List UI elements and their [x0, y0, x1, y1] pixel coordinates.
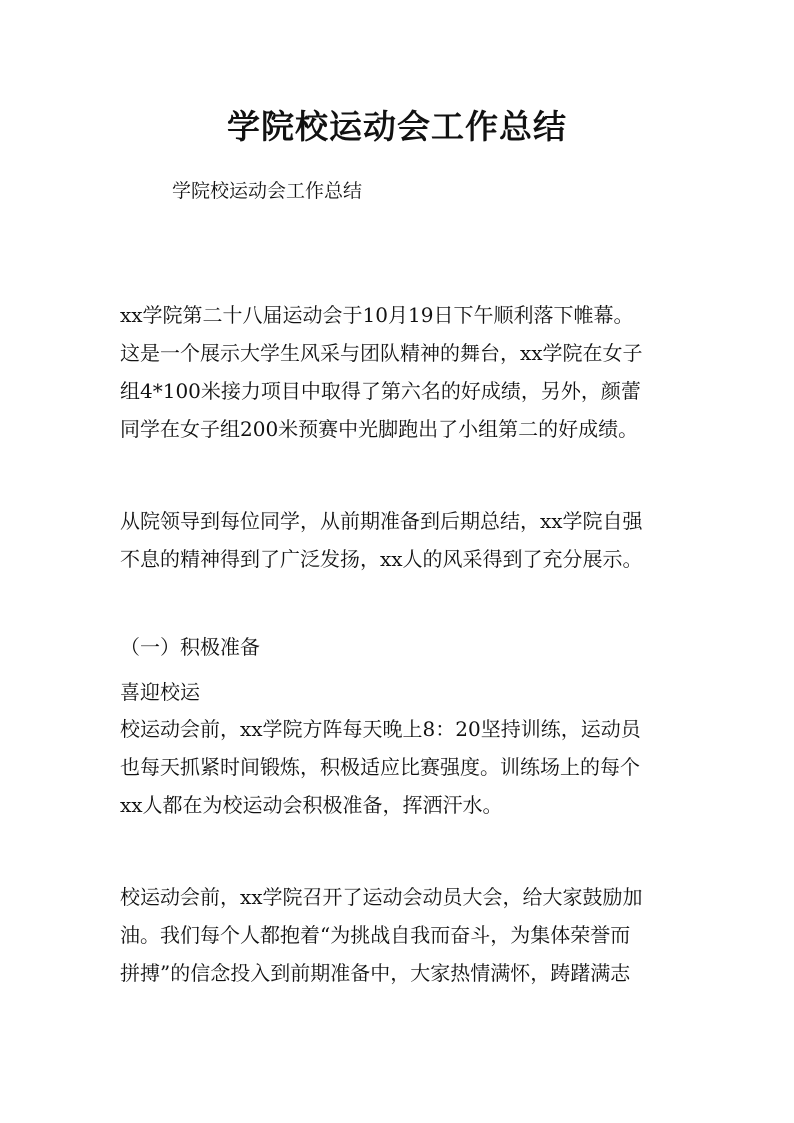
paragraph-line: 同学在女子组200米预赛中光脚跑出了小组第二的好成绩。: [120, 417, 639, 441]
paragraph-line: xx人都在为校运动会积极准备，挥洒汗水。: [120, 793, 503, 817]
paragraph-4: [120, 878, 680, 992]
document-subtitle: 学院校运动会工作总结: [172, 180, 363, 202]
paragraph-line: 也每天抓紧时间锻炼，积极适应比赛强度。训练场上的每个: [120, 755, 640, 779]
paragraph-line: xx学院第二十八届运动会于10月19日下午顺利落下帷幕。: [120, 303, 634, 327]
paragraph-3: [120, 710, 680, 824]
paragraph-line: 组4*100米接力项目中取得了第六名的好成绩，另外，颜蕾: [120, 379, 641, 403]
paragraph-line: 油。我们每个人都抱着“为挑战自我而奋斗，为集体荣誉而: [120, 923, 631, 947]
paragraph-1: [120, 296, 680, 448]
paragraph-2: [120, 502, 680, 578]
paragraph-line: 不息的精神得到了广泛发扬，xx人的风采得到了充分展示。: [120, 547, 643, 571]
section-heading: （一）积极准备: [120, 635, 260, 659]
document-title: 学院校运动会工作总结: [227, 107, 567, 146]
paragraph-line: 校运动会前，xx学院方阵每天晚上8：20坚持训练，运动员: [120, 717, 641, 741]
paragraph-line: 从院领导到每位同学，从前期准备到后期总结，xx学院自强: [120, 509, 643, 533]
paragraph-line: 拼搏”的信念投入到前期准备中，大家热情满怀，踌躇满志: [120, 961, 631, 985]
paragraph-line: 这是一个展示大学生风采与团队精神的舞台，xx学院在女子: [120, 341, 643, 365]
paragraph-line: 校运动会前，xx学院召开了运动会动员大会，给大家鼓励加: [120, 885, 643, 909]
section-subheading: 喜迎校运: [120, 680, 200, 704]
